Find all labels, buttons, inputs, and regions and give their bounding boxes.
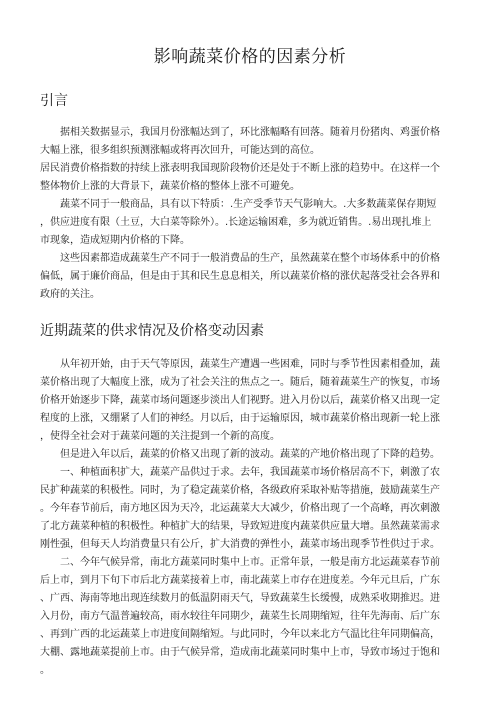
text-line: 据相关数据显示，我国月份涨幅达到了，环比涨幅略有回落。随着月份猪肉、鸡蛋价格 <box>40 127 440 138</box>
supply-paragraph-1 <box>40 356 462 446</box>
text-line: 市现象，造成短期内价格的下降。 <box>40 235 190 246</box>
section-heading-supply: 近期蔬菜的供求情况及价格变动因素 <box>40 323 264 339</box>
text-line: 刚性强，但每天人均消费量只有公斤，扩大消费的弹性小，蔬菜市场出现季节性供过于求。 <box>40 539 440 550</box>
text-line: 偏低，属于廉价商品，但是由于其和民生息息相关，所以蔬菜价格的涨伏起落受社会各界和 <box>40 271 440 282</box>
document-title: 影响蔬菜价格的因素分析 <box>153 47 347 67</box>
text-line: 一、种植面积扩大，蔬菜产品供过于求。去年，我国蔬菜市场价格居高不下，刺激了农 <box>40 467 440 478</box>
text-line: 、广西、海南等地出现连续数月的低温阴雨天气，导致蔬菜生长缓慢，成熟采收期推迟。进 <box>40 593 440 604</box>
text-line: 政府的关注。 <box>40 289 100 300</box>
text-line: 、再到广西的北运蔬菜上市进度间隔缩短。与此同时，今年以来北方气温比往年同期偏高， <box>40 629 440 640</box>
text-line: 但是进入年以后，蔬菜的价格又出现了新的波动。蔬菜的产地价格出现了下降的趋势。 <box>40 449 440 460</box>
text-line: 。今年春节前后，南方地区因为天冷，北运蔬菜大大减少，价格出现了一个高峰，再次刺激 <box>40 503 440 514</box>
text-line: 后上市，到月下旬下市后北方蔬菜接着上市，南北蔬菜上市存在进度差。今年元旦后，广东 <box>40 575 440 586</box>
supply-paragraph-4 <box>40 554 462 680</box>
text-line: ，使得全社会对于蔬菜问题的关注提到一个新的高度。 <box>40 431 280 442</box>
intro-paragraph-1 <box>40 124 462 160</box>
text-line: 。 <box>40 665 50 676</box>
text-line: ，供应进度有限（土豆，大白菜等除外）。.长途运输困难，多为就近销售。.易出现扎堆上 <box>40 217 432 228</box>
text-line: 菜价格出现了大幅度上涨，成为了社会关注的焦点之一。随后，随着蔬菜生产的恢复，市场 <box>40 377 440 388</box>
intro-paragraph-3 <box>40 196 462 250</box>
intro-paragraph-4 <box>40 250 462 304</box>
text-line: 大棚、露地蔬菜提前上市。由于气候异常，造成南北蔬菜同时集中上市，导致市场过于饱和 <box>40 647 440 658</box>
text-line: 了北方蔬菜种植的积极性。种植扩大的结果，导致短进度内蔬菜供应量大增。虽然蔬菜需求 <box>40 521 440 532</box>
text-line: 大幅上涨，很多组织预测涨幅或将再次回升，可能达到的高位。 <box>40 145 320 156</box>
supply-paragraph-2 <box>40 446 462 464</box>
text-line: 价格开始逐步下降，蔬菜市场问题逐步淡出人们视野。进入月份以后，蔬菜价格又出现一定 <box>40 395 440 406</box>
text-line: 二、今年气候异常，南北方蔬菜同时集中上市。正常年景，一般是南方北运蔬菜春节前 <box>40 557 440 568</box>
text-line: 程度的上涨，又绷紧了人们的神经。月以后，由于运输原因，城市蔬菜价格出现新一轮上涨 <box>40 413 440 424</box>
text-line: 整体物价上涨的大背景下，蔬菜价格的整体上涨不可避免。 <box>40 181 300 192</box>
text-line: 从年初开始，由于天气等原因，蔬菜生产遭遇一些困难，同时与季节性因素相叠加，蔬 <box>40 359 440 370</box>
intro-paragraph-2 <box>40 160 462 196</box>
text-line: 这些因素都造成蔬菜生产不同于一般消费品的生产，虽然蔬菜在整个市场体系中的价格 <box>40 253 440 264</box>
supply-paragraph-3 <box>40 464 462 554</box>
text-line: 民扩种蔬菜的积极性。同时，为了稳定蔬菜价格，各级政府采取补贴等措施，鼓励蔬菜生产 <box>40 485 440 496</box>
text-line: 入月份，南方气温普遍较高，雨水较往年同期少，蔬菜生长周期缩短，往年先海南、后广东 <box>40 611 440 622</box>
section-heading-intro: 引言 <box>40 93 68 109</box>
text-line: 居民消费价格指数的持续上涨表明我国现阶段物价还是处于不断上涨的趋势中。在这样一个 <box>40 163 440 174</box>
text-line: 蔬菜不同于一般商品，具有以下特质：.生产受季节天气影响大。.大多数蔬菜保存期短 <box>40 199 437 210</box>
